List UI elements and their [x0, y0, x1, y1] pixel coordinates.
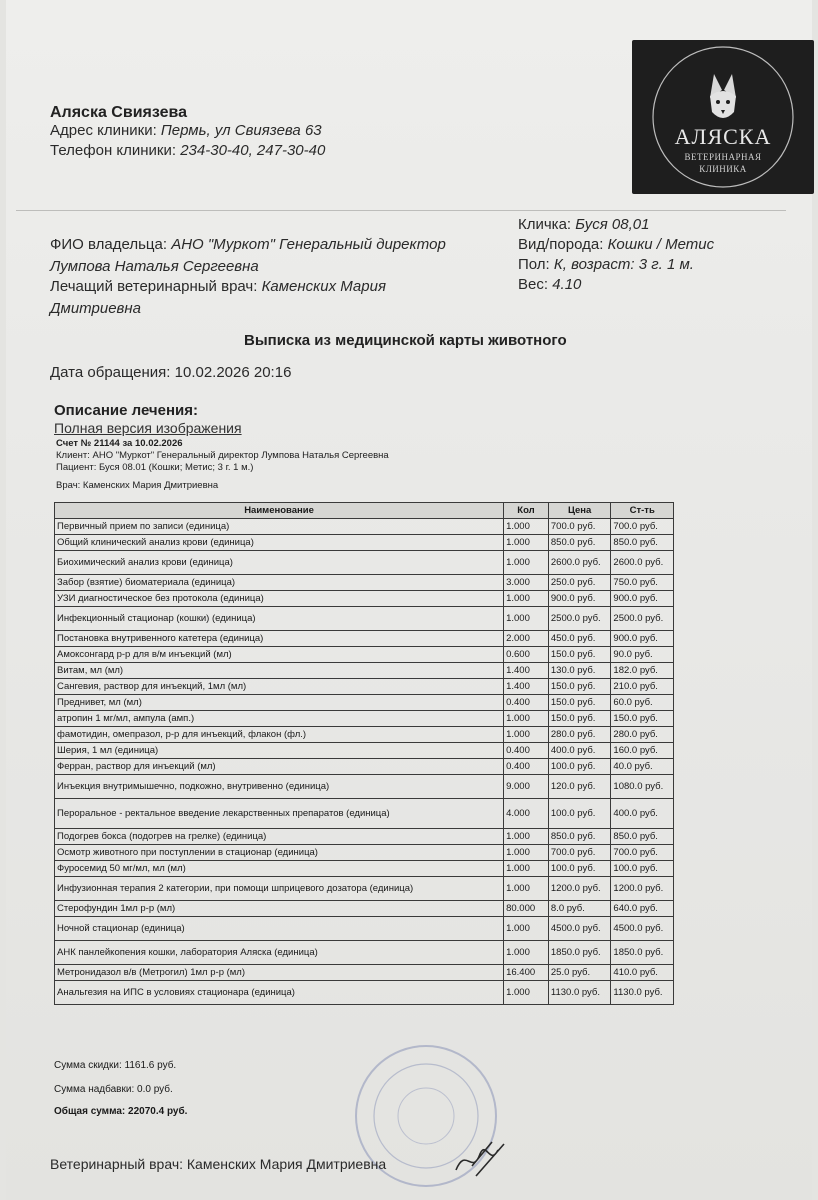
cell-qty: 16.400	[504, 965, 549, 981]
table-row	[55, 647, 674, 663]
cell-name: Общий клинический анализ крови (единица)	[55, 535, 504, 551]
table-row	[55, 631, 674, 647]
cell-name: Пероральное - ректальное введение лекарственных препаратов (единица)	[55, 799, 504, 829]
cell-qty: 3.000	[504, 575, 549, 591]
cell-sum: 2500.0 руб.	[611, 607, 674, 631]
cell-sum: 100.0 руб.	[611, 861, 674, 877]
pet-sex	[518, 256, 694, 273]
owner-label: ФИО владельца:	[50, 236, 168, 253]
cell-name: Биохимический анализ крови (единица)	[55, 551, 504, 575]
clinic-address-value: Пермь, ул Свиязева 63	[160, 122, 322, 139]
cell-qty: 9.000	[504, 775, 549, 799]
grand-total: Общая сумма: 22070.4 руб.	[54, 1106, 188, 1117]
pet-breed	[518, 236, 714, 253]
cell-name: Инфекционный стационар (кошки) (единица)	[55, 607, 504, 631]
table-row	[55, 575, 674, 591]
cell-name: Стерофундин 1мл р-р (мл)	[55, 901, 504, 917]
logo-subtitle-1: ВЕТЕРИНАРНАЯ	[684, 152, 762, 162]
table-row	[55, 917, 674, 941]
cell-price: 250.0 руб.	[548, 575, 611, 591]
table-row	[55, 941, 674, 965]
cell-price: 850.0 руб.	[548, 535, 611, 551]
cell-qty: 1.000	[504, 917, 549, 941]
pet-weight	[518, 276, 581, 293]
invoice-doctor: Врач: Каменских Мария Дмитриевна	[56, 480, 219, 491]
cell-name: Сангевия, раствор для инъекций, 1мл (мл)	[55, 679, 504, 695]
cell-price: 150.0 руб.	[548, 695, 611, 711]
table-row	[55, 535, 674, 551]
table-row	[55, 679, 674, 695]
owner-line-1	[50, 236, 446, 253]
doctor-value-1: Каменских Мария	[261, 278, 386, 295]
cell-price: 2500.0 руб.	[548, 607, 611, 631]
pet-weight-value: 4.10	[552, 276, 582, 293]
cell-sum: 160.0 руб.	[611, 743, 674, 759]
table-row	[55, 965, 674, 981]
cell-name: Инфузионная терапия 2 категории, при помощи шприцевого дозатора (единица)	[55, 877, 504, 901]
pet-nickname-value: Буся 08,01	[575, 216, 650, 233]
pet-breed-label: Вид/порода:	[518, 236, 604, 253]
cell-price: 150.0 руб.	[548, 647, 611, 663]
document-page	[6, 0, 812, 1200]
cell-sum: 900.0 руб.	[611, 591, 674, 607]
pet-nickname-label: Кличка:	[518, 216, 572, 233]
cell-sum: 4500.0 руб.	[611, 917, 674, 941]
table-row	[55, 775, 674, 799]
doctor-line-1	[50, 278, 386, 295]
header-name: Наименование	[55, 503, 504, 519]
cell-name: Витам, мл (мл)	[55, 663, 504, 679]
cell-price: 1850.0 руб.	[548, 941, 611, 965]
cell-qty: 1.000	[504, 607, 549, 631]
treatment-section-title: Описание лечения:	[54, 402, 198, 419]
pet-breed-value: Кошки / Метис	[607, 236, 715, 253]
table-row	[55, 877, 674, 901]
clinic-name: Аляска Свиязева	[50, 104, 188, 121]
cell-name: Подогрев бокса (подогрев на грелке) (единица)	[55, 829, 504, 845]
owner-value-1: АНО "Муркот" Генеральный директор	[171, 236, 446, 253]
clinic-phone	[50, 142, 325, 159]
cell-price: 900.0 руб.	[548, 591, 611, 607]
cell-name: Шерия, 1 мл (единица)	[55, 743, 504, 759]
cell-qty: 1.000	[504, 941, 549, 965]
table-row	[55, 695, 674, 711]
cell-price: 130.0 руб.	[548, 663, 611, 679]
owner-value-2: Лумпова Наталья Сергеевна	[50, 258, 259, 275]
cell-name: Инъекция внутримышечно, подкожно, внутривенно (единица)	[55, 775, 504, 799]
cell-sum: 700.0 руб.	[611, 519, 674, 535]
signature-line: Ветеринарный врач: Каменских Мария Дмитриевна	[50, 1156, 387, 1172]
cell-qty: 80.000	[504, 901, 549, 917]
pet-sex-label: Пол:	[518, 256, 550, 273]
cell-sum: 750.0 руб.	[611, 575, 674, 591]
cell-sum: 210.0 руб.	[611, 679, 674, 695]
cell-name: Ночной стационар (единица)	[55, 917, 504, 941]
cell-sum: 410.0 руб.	[611, 965, 674, 981]
cell-qty: 1.000	[504, 829, 549, 845]
table-row	[55, 799, 674, 829]
cell-qty: 4.000	[504, 799, 549, 829]
visit-date: Дата обращения: 10.02.2026 20:16	[50, 364, 292, 381]
pet-nickname	[518, 216, 649, 233]
cell-name: Преднивет, мл (мл)	[55, 695, 504, 711]
cell-price: 450.0 руб.	[548, 631, 611, 647]
header-sum: Ст-ть	[611, 503, 674, 519]
cell-sum: 900.0 руб.	[611, 631, 674, 647]
cell-price: 120.0 руб.	[548, 775, 611, 799]
cell-price: 1130.0 руб.	[548, 981, 611, 1005]
table-row	[55, 663, 674, 679]
cell-price: 700.0 руб.	[548, 845, 611, 861]
table-row	[55, 861, 674, 877]
table-row	[55, 591, 674, 607]
doctor-value-2: Дмитриевна	[50, 300, 141, 317]
cell-price: 25.0 руб.	[548, 965, 611, 981]
cell-sum: 182.0 руб.	[611, 663, 674, 679]
full-version-link[interactable]: Полная версия изображения	[54, 420, 242, 436]
cell-name: атропин 1 мг/мл, ампула (амп.)	[55, 711, 504, 727]
markup-total: Сумма надбавки: 0.0 руб.	[54, 1084, 173, 1095]
cell-sum: 60.0 руб.	[611, 695, 674, 711]
cell-sum: 850.0 руб.	[611, 535, 674, 551]
cell-sum: 90.0 руб.	[611, 647, 674, 663]
cell-name: Первичный прием по записи (единица)	[55, 519, 504, 535]
doctor-line-2	[50, 300, 141, 317]
cell-qty: 1.000	[504, 519, 549, 535]
owner-line-2	[50, 258, 259, 275]
clinic-phone-value: 234-30-40, 247-30-40	[180, 142, 326, 159]
logo-subtitle-2: КЛИНИКА	[699, 164, 747, 174]
header-divider	[16, 210, 786, 211]
doctor-label: Лечащий ветеринарный врач:	[50, 278, 258, 295]
clinic-address	[50, 122, 322, 139]
cell-sum: 1200.0 руб.	[611, 877, 674, 901]
cell-name: Анальгезия на ИПС в условиях стационара (единица)	[55, 981, 504, 1005]
invoice-number: Счет № 21144 за 10.02.2026	[56, 438, 183, 449]
cell-qty: 1.000	[504, 551, 549, 575]
cell-price: 1200.0 руб.	[548, 877, 611, 901]
pet-sex-value: К, возраст: 3 г. 1 м.	[553, 256, 694, 273]
doctor-signature-icon	[452, 1136, 512, 1180]
cell-qty: 0.400	[504, 743, 549, 759]
clinic-logo	[632, 40, 814, 194]
cell-qty: 2.000	[504, 631, 549, 647]
cell-qty: 1.000	[504, 535, 549, 551]
cell-price: 400.0 руб.	[548, 743, 611, 759]
cell-price: 100.0 руб.	[548, 799, 611, 829]
table-row	[55, 743, 674, 759]
cell-price: 2600.0 руб.	[548, 551, 611, 575]
cell-qty: 1.000	[504, 861, 549, 877]
invoice-patient: Пациент: Буся 08.01 (Кошки; Метис; 3 г. 1 м.)	[56, 462, 254, 473]
cell-qty: 1.000	[504, 711, 549, 727]
cell-qty: 1.000	[504, 877, 549, 901]
cell-price: 4500.0 руб.	[548, 917, 611, 941]
cell-name: Фуросемид 50 мг/мл, мл (мл)	[55, 861, 504, 877]
discount-total: Сумма скидки: 1161.6 руб.	[54, 1060, 177, 1071]
cell-name: Постановка внутривенного катетера (единица)	[55, 631, 504, 647]
cell-price: 100.0 руб.	[548, 861, 611, 877]
cell-name: УЗИ диагностическое без протокола (единица)	[55, 591, 504, 607]
cell-sum: 1080.0 руб.	[611, 775, 674, 799]
cell-price: 8.0 руб.	[548, 901, 611, 917]
cell-sum: 1130.0 руб.	[611, 981, 674, 1005]
header-qty: Кол	[504, 503, 549, 519]
cell-price: 850.0 руб.	[548, 829, 611, 845]
cell-qty: 1.000	[504, 845, 549, 861]
cell-sum: 850.0 руб.	[611, 829, 674, 845]
cell-sum: 640.0 руб.	[611, 901, 674, 917]
table-row	[55, 607, 674, 631]
cell-sum: 2600.0 руб.	[611, 551, 674, 575]
table-header-row	[55, 503, 674, 519]
cell-qty: 0.400	[504, 695, 549, 711]
cell-name: Метронидазол в/в (Метрогил) 1мл р-р (мл)	[55, 965, 504, 981]
cell-sum: 280.0 руб.	[611, 727, 674, 743]
cell-qty: 0.400	[504, 759, 549, 775]
table-row	[55, 829, 674, 845]
clinic-address-label: Адрес клиники:	[50, 122, 157, 139]
table-row	[55, 981, 674, 1005]
pet-weight-label: Вес:	[518, 276, 549, 293]
table-row	[55, 845, 674, 861]
cell-price: 150.0 руб.	[548, 679, 611, 695]
document-title: Выписка из медицинской карты животного	[244, 332, 567, 349]
cell-name: Забор (взятие) биоматериала (единица)	[55, 575, 504, 591]
header-price: Цена	[548, 503, 611, 519]
table-row	[55, 759, 674, 775]
cell-sum: 400.0 руб.	[611, 799, 674, 829]
cell-qty: 1.400	[504, 679, 549, 695]
cell-price: 150.0 руб.	[548, 711, 611, 727]
cell-price: 700.0 руб.	[548, 519, 611, 535]
cell-name: Амоксонгард р-р для в/м инъекций (мл)	[55, 647, 504, 663]
clinic-phone-label: Телефон клиники:	[50, 142, 177, 159]
table-row	[55, 551, 674, 575]
cell-qty: 1.400	[504, 663, 549, 679]
table-row	[55, 519, 674, 535]
cell-qty: 1.000	[504, 591, 549, 607]
services-table	[54, 502, 674, 1005]
cell-name: Осмотр животного при поступлении в стационар (единица)	[55, 845, 504, 861]
table-row	[55, 711, 674, 727]
cell-qty: 1.000	[504, 727, 549, 743]
cell-qty: 0.600	[504, 647, 549, 663]
cell-name: фамотидин, омепразол, р-р для инъекций, флакон (фл.)	[55, 727, 504, 743]
cell-name: АНК панлейкопения кошки, лаборатория Аляска (единица)	[55, 941, 504, 965]
logo-title: АЛЯСКА	[674, 124, 772, 149]
table-row	[55, 727, 674, 743]
cell-sum: 150.0 руб.	[611, 711, 674, 727]
cell-sum: 1850.0 руб.	[611, 941, 674, 965]
cell-price: 280.0 руб.	[548, 727, 611, 743]
invoice-client: Клиент: АНО "Муркот" Генеральный директор Лумпова Наталья Сергеевна	[56, 450, 389, 461]
cell-sum: 40.0 руб.	[611, 759, 674, 775]
cell-sum: 700.0 руб.	[611, 845, 674, 861]
cell-name: Ферран, раствор для инъекций (мл)	[55, 759, 504, 775]
cell-qty: 1.000	[504, 981, 549, 1005]
cell-price: 100.0 руб.	[548, 759, 611, 775]
table-row	[55, 901, 674, 917]
